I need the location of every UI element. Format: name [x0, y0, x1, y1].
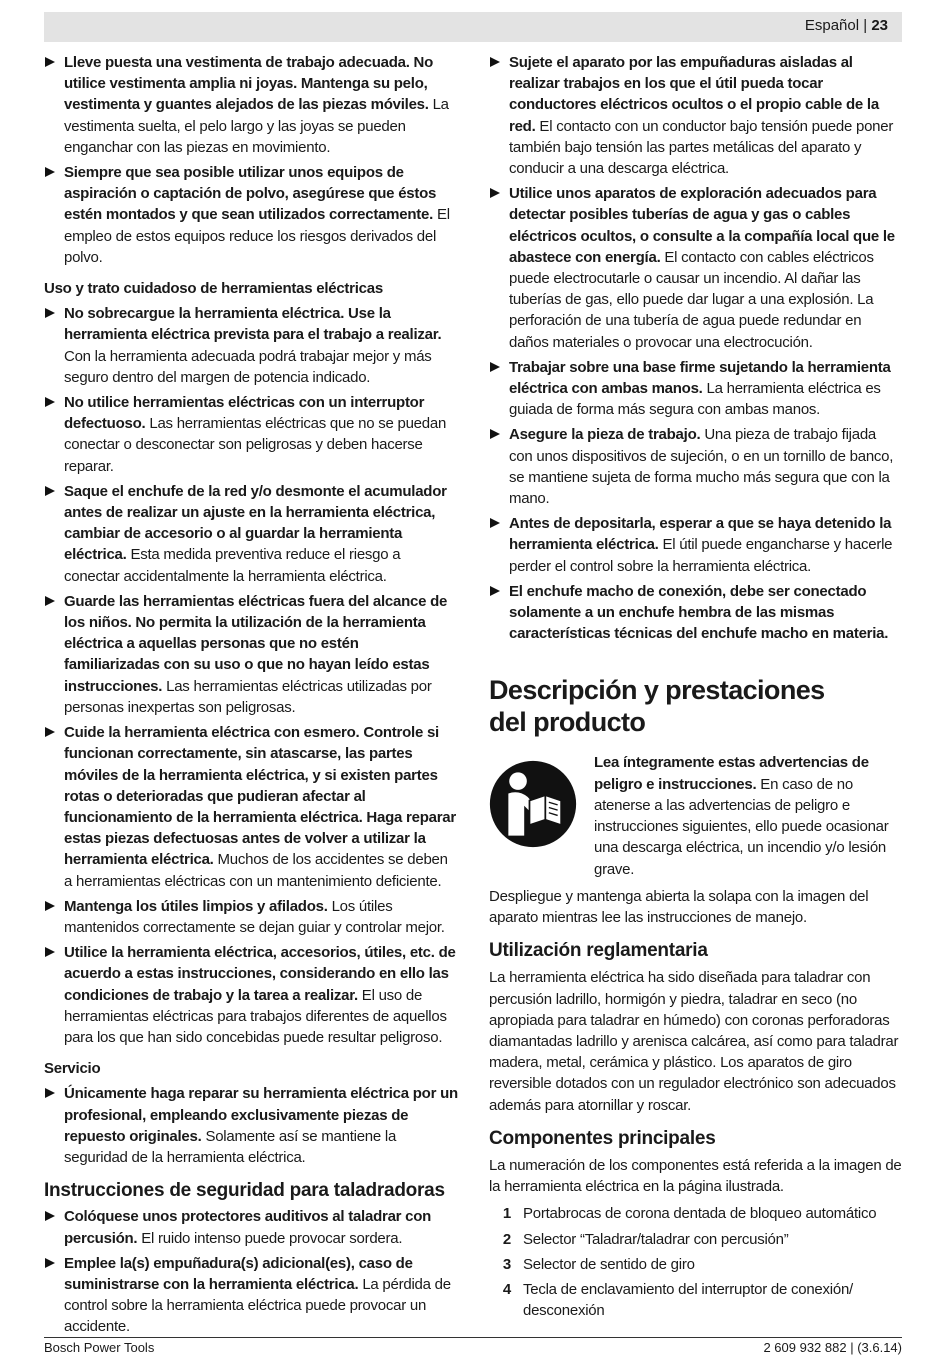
- component-item: [489, 1279, 903, 1321]
- safety-item: [44, 162, 458, 268]
- safety-item-bold: Lleve puesta una vestimenta de trabajo adecuada. No utilice vestimenta amplia ni joyas. Mantenga su pelo, vestimenta y guantes alejados de las piezas móviles.: [64, 54, 434, 114]
- safety-item-bold: Saque el enchufe de la red y/o desmonte el acumulador antes de realizar un ajuste en la herramienta eléctrica, cambiar de accesorio o al guardar la herramienta eléctrica.: [64, 482, 447, 564]
- safety-list-drills: [44, 1206, 458, 1337]
- section-title-line2: del producto: [489, 707, 646, 738]
- warning-bold: Lea íntegramente estas advertencias de peligro e instrucciones.: [594, 754, 869, 793]
- safety-item-bold: Asegure la pieza de trabajo.: [509, 426, 701, 444]
- header-language: Español: [804, 17, 860, 34]
- component-label: Selector “Taladrar/taladrar con percusión”: [523, 1230, 789, 1248]
- safety-item: [44, 942, 458, 1048]
- safety-item: [44, 303, 458, 388]
- bullet-triangle-icon: [45, 596, 55, 606]
- safety-item-bold: No utilice herramientas eléctricas con un interruptor defectuoso.: [64, 394, 425, 433]
- safety-item-bold: Utilice unos aparatos de exploración adecuados para detectar posibles tuberías de agua y gas o cables eléctricos ocultos, o consulte a la compañía local que le abastece con energía.: [509, 185, 895, 266]
- safety-item-text: Una pieza de trabajo fijada con unos dispositivos de sujeción, o en un tornillo de banco, se mantiene sujeta de forma mucho más segura que con la mano.: [509, 426, 894, 508]
- components-list: [489, 1203, 903, 1321]
- safety-item: [489, 424, 903, 509]
- safety-item-bold: Sujete el aparato por las empuñaduras aisladas al realizar trabajos en los que el útil pueda tocar conductores eléctricos ocultos o el propio cable de la red.: [509, 54, 879, 135]
- safety-item-text: El ruido intenso puede provocar sordera.: [137, 1229, 403, 1247]
- safety-item: [44, 1083, 458, 1168]
- safety-item-bold: Cuide la herramienta eléctrica con esmero. Controle si funcionan correctamente, sin atascarse, las partes móviles de la herramienta eléctrica, y si existen partes rotas o deterioradas que pudieran afectar al funcionamiento de la herramienta eléctrica. Haga reparar estas piezas defectuosas antes de volver a utilizar la herramienta eléctrica.: [64, 724, 456, 869]
- components-intro: La numeración de los componentes está referida a la imagen de la herramienta eléctrica en la página ilustrada.: [489, 1156, 902, 1196]
- subhead-tool-use: Uso y trato cuidadoso de herramientas eléctricas: [44, 280, 383, 298]
- section-title-line1: Descripción y prestaciones: [489, 675, 825, 706]
- safety-item-bold: Trabajar sobre una base firme sujetando la herramienta eléctrica con ambas manos.: [509, 358, 891, 398]
- section-title: [489, 674, 903, 738]
- component-item: [489, 1254, 903, 1275]
- safety-item: [44, 1253, 458, 1338]
- safety-item-text: La herramienta eléctrica es guiada de forma más segura con ambas manos.: [509, 380, 881, 419]
- safety-item-text: Las herramientas eléctricas que no se puedan conectar o desconectar son peligrosas y deben hacerse reparar.: [64, 415, 447, 475]
- safety-item-text: El empleo de estos equipos reduce los riesgos derivados del polvo.: [64, 206, 450, 266]
- safety-item-text: El contacto con cables eléctricos puede electrocutarle o causar un incendio. Al dañar las tuberías de gas, ello puede dar lugar a una explosión. La perforación de una tubería de agua puede redundar en daños materiales o provocar una electrocución.: [509, 248, 874, 351]
- safety-item-bold: Colóquese unos protectores auditivos al taladrar con percusión.: [64, 1208, 432, 1247]
- read-manual-icon: [489, 760, 577, 848]
- warning-normal: En caso de no atenerse a las advertencias de peligro e instrucciones siguientes, ello puede ocasionar una descarga eléctrica, un incendio y/o lesión grave.: [594, 775, 889, 878]
- safety-item: [489, 513, 903, 577]
- heading-components: Componentes principales: [489, 1127, 716, 1149]
- safety-item-bold: Únicamente haga reparar su herramienta eléctrica por un profesional, empleando exclusivamente piezas de repuesto originales.: [64, 1085, 458, 1145]
- footer-brand: Bosch Power Tools: [44, 1340, 155, 1355]
- header-language-page: [805, 17, 888, 34]
- safety-item-text: El contacto con un conductor bajo tensión puede poner también bajo tensión las partes metálicas del aparato y conducir a una descarga eléctrica.: [509, 117, 894, 178]
- safety-item-text: El uso de herramientas eléctricas para trabajos diferentes de aquellos para los que han sido concebidas puede resultar peligroso.: [64, 986, 447, 1046]
- bullet-triangle-icon: [490, 362, 500, 372]
- bullet-triangle-icon: [490, 188, 500, 198]
- header-separator: |: [863, 17, 868, 34]
- bullet-triangle-icon: [45, 397, 55, 407]
- safety-item: [44, 392, 458, 477]
- safety-item-text: La pérdida de control sobre la herramienta eléctrica puede provocar un accidente.: [64, 1275, 451, 1336]
- page-header: [44, 12, 902, 42]
- bullet-triangle-icon: [45, 727, 55, 737]
- component-item: [489, 1229, 903, 1250]
- bullet-triangle-icon: [45, 1211, 55, 1221]
- safety-item: [489, 581, 903, 645]
- safety-item-text: Con la herramienta adecuada podrá trabajar mejor y más seguro dentro del margen de potencia indicado.: [64, 347, 432, 386]
- heading-intended-use: Utilización reglamentaria: [489, 940, 708, 962]
- safety-item-text: El útil puede engancharse y hacerle perder el control sobre la herramienta eléctrica.: [509, 536, 893, 575]
- component-item: [489, 1203, 903, 1224]
- heading-drill-safety: Instrucciones de seguridad para taladradoras: [44, 1180, 445, 1202]
- bullet-triangle-icon: [490, 518, 500, 528]
- safety-item-bold: Antes de depositarla, esperar a que se haya detenido la herramienta eléctrica.: [509, 515, 892, 554]
- fold-out-note: Despliegue y mantenga abierta la solapa con la imagen del aparato mientras lee las instrucciones de manejo.: [489, 887, 869, 926]
- bullet-triangle-icon: [45, 1258, 55, 1268]
- bullet-triangle-icon: [490, 57, 500, 67]
- left-column: [44, 52, 458, 1342]
- component-number: 3: [502, 1255, 511, 1273]
- component-number: 4: [502, 1280, 511, 1298]
- safety-item-bold: El enchufe macho de conexión, debe ser conectado solamente a un enchufe hembra de las mismas características técnicas del enchufe macho en materia.: [509, 582, 889, 643]
- component-label: Portabrocas de corona dentada de bloqueo automático: [523, 1205, 877, 1223]
- page-number: 23: [871, 17, 888, 34]
- bullet-triangle-icon: [45, 308, 55, 318]
- bullet-triangle-icon: [45, 901, 55, 911]
- bullet-triangle-icon: [45, 1088, 55, 1098]
- safety-item-text: Esta medida preventiva reduce el riesgo a conectar accidentalmente la herramienta eléctrica.: [64, 546, 401, 585]
- safety-item-text: La vestimenta suelta, el pelo largo y las joyas se pueden enganchar con las piezas en movimiento.: [64, 96, 449, 156]
- component-number: 2: [502, 1230, 511, 1248]
- intended-use-text: La herramienta eléctrica ha sido diseñada para taladrar con percusión ladrillo, hormigón y piedra, taladrar en seco (no apropiada para taladrar en húmedo) con coronas perforadoras diamantadas ladrillo y arenisca calcárea, así como para taladrar madera, metal, cerámica y plástico. Los aparatos de giro reversible dotados con un regulador electrónico son adecuados además para atornillar y roscar.: [489, 969, 899, 1114]
- bullet-triangle-icon: [45, 947, 55, 957]
- safety-item-bold: Utilice la herramienta eléctrica, accesorios, útiles, etc. de acuerdo a estas instrucciones, considerando en ello las condiciones de trabajo y la tarea a realizar.: [64, 944, 456, 1004]
- safety-item-text: Solamente así se mantiene la seguridad de la herramienta eléctrica.: [64, 1127, 397, 1166]
- safety-list-tool-use: [44, 303, 458, 1048]
- warning-text: [594, 752, 903, 879]
- safety-item: [44, 481, 458, 587]
- safety-item: [489, 52, 903, 179]
- component-label: Selector de sentido de giro: [523, 1255, 695, 1273]
- safety-item-bold: No sobrecargue la herramienta eléctrica. Use la herramienta eléctrica prevista para el trabajo a realizar.: [64, 305, 442, 344]
- safety-item: [489, 357, 903, 421]
- subhead-service: Servicio: [44, 1060, 101, 1078]
- safety-item: [489, 183, 903, 353]
- safety-item-bold: Emplee la(s) empuñadura(s) adicional(es), caso de suministrarse con la herramienta eléctrica.: [64, 1254, 413, 1293]
- footer-divider: [44, 1337, 902, 1338]
- safety-item-text: Los útiles mantenidos correctamente se dejan guiar y controlar mejor.: [64, 897, 445, 936]
- safety-list-drills-continued: [489, 52, 903, 644]
- safety-list-clothing: [44, 52, 458, 268]
- safety-item-bold: Mantenga los útiles limpios y afilados.: [64, 897, 328, 915]
- safety-list-service: [44, 1083, 458, 1168]
- safety-item-bold: Siempre que sea posible utilizar unos equipos de aspiración o captación de polvo, asegúrese que éstos estén montados y que sean utilizados correctamente.: [64, 164, 437, 224]
- footer-doc-ref: 2 609 932 882 | (3.6.14): [763, 1340, 902, 1355]
- safety-item-text: Las herramientas eléctricas utilizadas por personas inexpertas son peligrosas.: [64, 677, 432, 716]
- bullet-triangle-icon: [45, 486, 55, 496]
- bullet-triangle-icon: [45, 167, 55, 177]
- safety-item: [44, 591, 458, 718]
- bullet-triangle-icon: [45, 57, 55, 67]
- bullet-triangle-icon: [490, 429, 500, 439]
- safety-item: [44, 1206, 458, 1248]
- component-number: 1: [502, 1205, 511, 1223]
- safety-item: [44, 896, 458, 938]
- safety-item: [44, 52, 458, 158]
- safety-item: [44, 722, 458, 892]
- right-column: [489, 52, 903, 1325]
- safety-item-bold: Guarde las herramientas eléctricas fuera del alcance de los niños. No permita la utilización de la herramienta eléctrica a aquellas personas que no estén familiarizadas con su uso o que no hayan leído estas instrucciones.: [64, 592, 448, 695]
- bullet-triangle-icon: [490, 586, 500, 596]
- read-instructions-warning: [489, 752, 903, 879]
- component-label: Tecla de enclavamiento del interruptor de conexión/ desconexión: [523, 1280, 853, 1320]
- safety-item-text: Muchos de los accidentes se deben a herramientas eléctricas con un mantenimiento deficiente.: [64, 851, 448, 890]
